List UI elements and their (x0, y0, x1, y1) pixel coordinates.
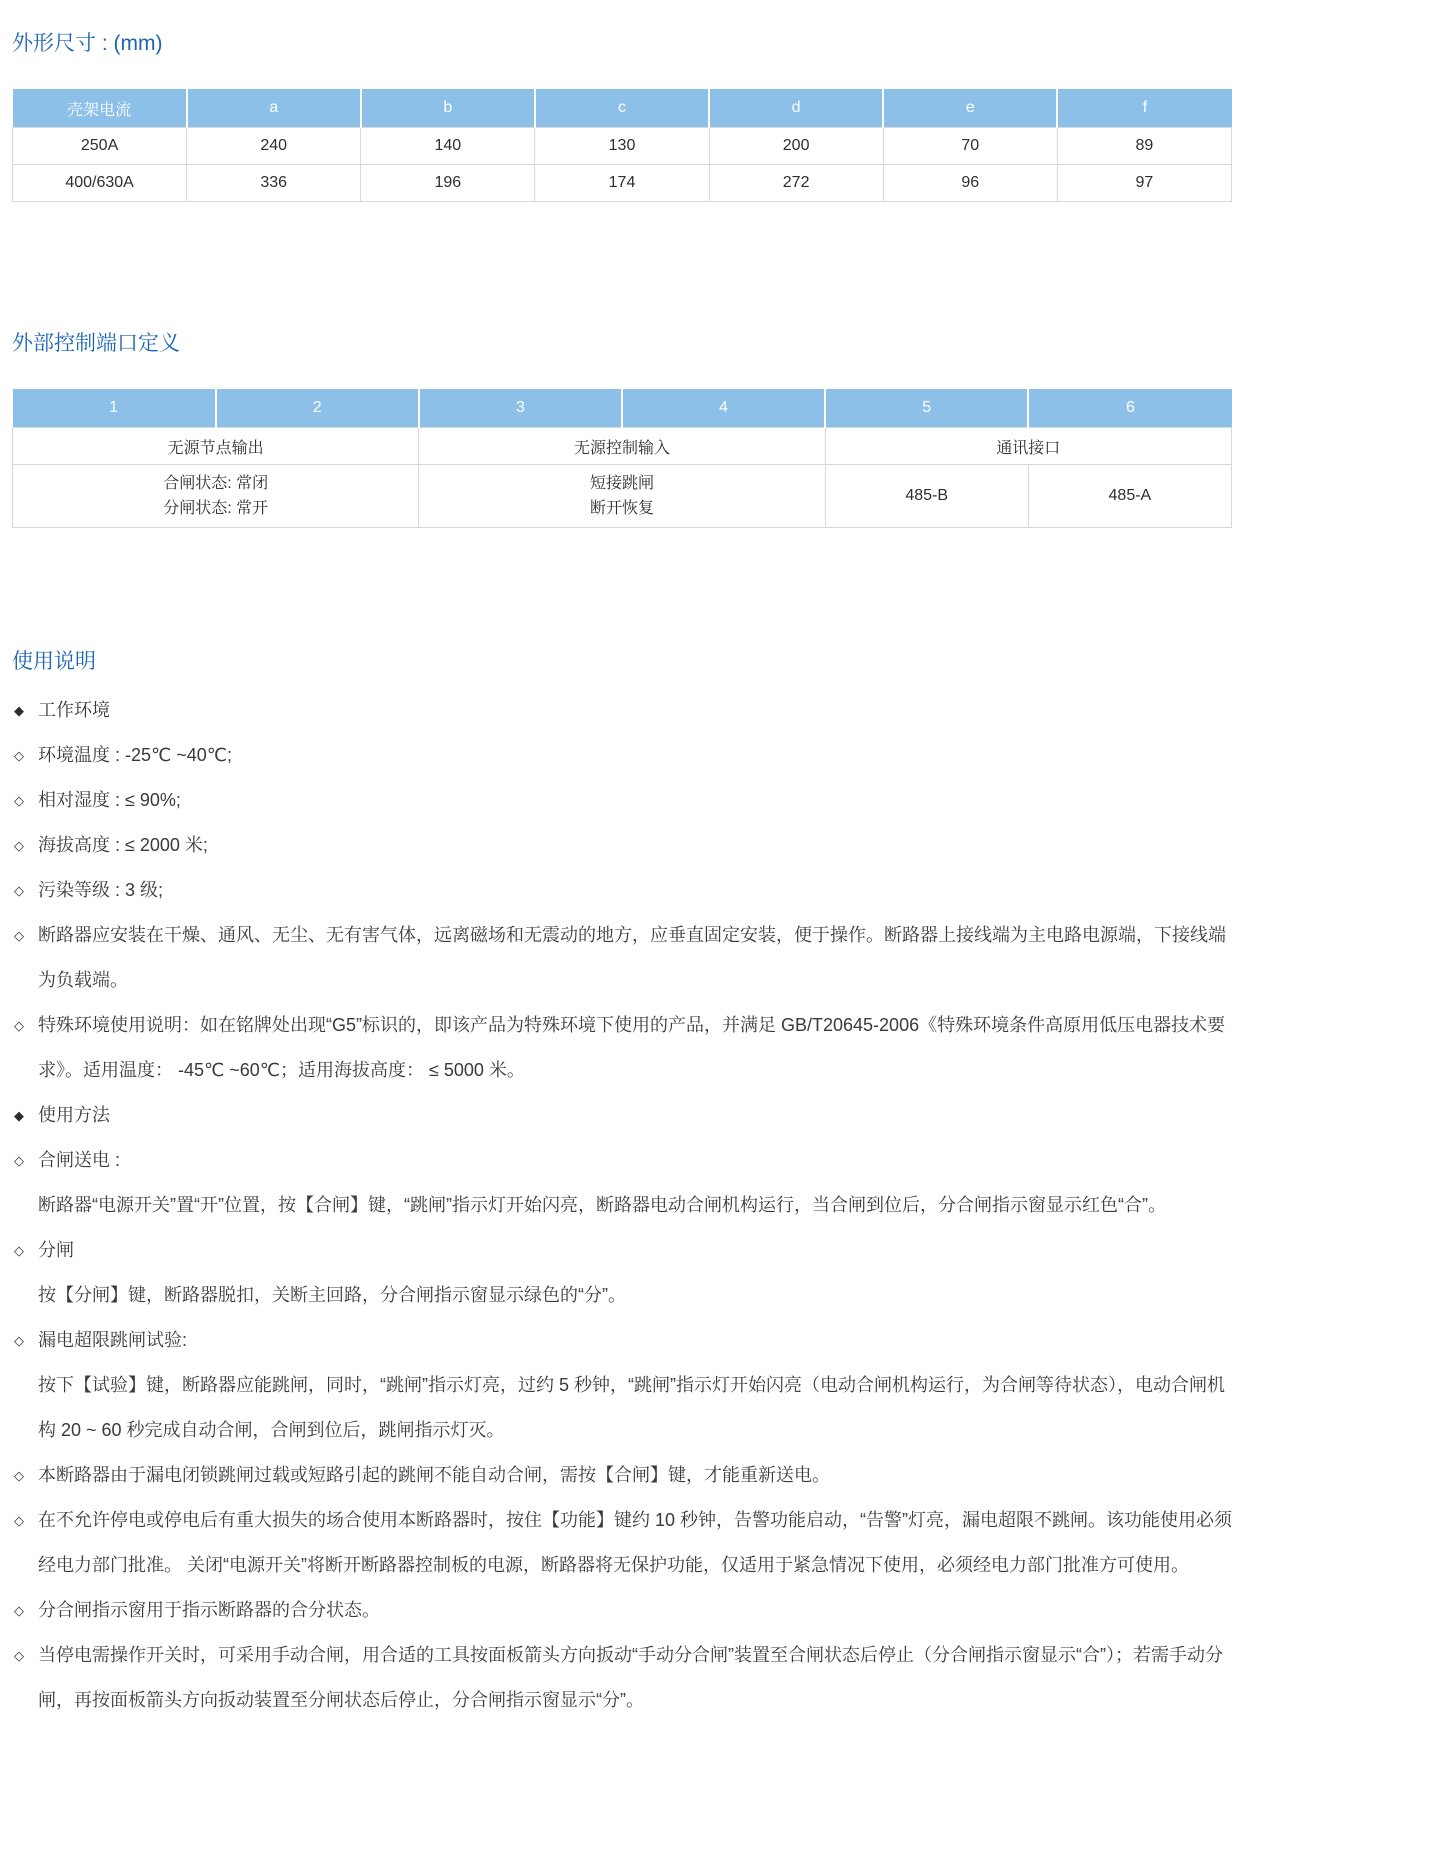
cell: 196 (361, 165, 535, 202)
dimensions-table (12, 89, 1232, 202)
usage-item (12, 1273, 1232, 1318)
group-cell-comm-port: 通讯接口 (825, 428, 1231, 465)
header-cell-1: 1 (13, 389, 216, 428)
item-text: 环境温度 : -25℃ ~40℃; (38, 745, 232, 765)
detail-cell-485-a: 485-A (1028, 465, 1231, 528)
cell: 200 (709, 128, 883, 165)
header-cell-5: 5 (825, 389, 1028, 428)
header-cell-f: f (1057, 89, 1231, 128)
table-row (13, 165, 1232, 202)
item-text: 按下【试验】键，断路器应能跳闸，同时，“跳闸”指示灯亮，过约 5 秒钟，“跳闸”指示灯开始闪亮（电动合闸机构运行，为合闸等待状态），电动合闸机构 20 ~ 60 秒完成自动合闸，合闸到位后，跳闸指示灯灭。 (38, 1375, 1225, 1440)
item-text: 当停电需操作开关时，可采用手动合闸，用合适的工具按面板箭头方向扳动“手动分合闸”装置至合闸状态后停止（分合闸指示窗显示“合”）；若需手动分闸，再按面板箭头方向扳动装置至分闸状态后停止，分合闸指示窗显示“分”。 (38, 1645, 1223, 1710)
cell: 130 (535, 128, 709, 165)
diamond-bullet-icon: ◇ (14, 1603, 24, 1618)
cell: 400/630A (13, 165, 187, 202)
detail-cell-485-b: 485-B (825, 465, 1028, 528)
item-text: 漏电超限跳闸试验: (38, 1330, 188, 1350)
item-text: 使用方法 (38, 1105, 110, 1125)
item-text: 断路器“电源开关”置“开”位置，按【合闸】键，“跳闸”指示灯开始闪亮，断路器电动合闸机构运行，当合闸到位后，分合闸指示窗显示红色“合”。 (38, 1195, 1166, 1215)
header-cell-b: b (361, 89, 535, 128)
detail-cell-input-actions (419, 465, 825, 528)
table-row (13, 428, 1232, 465)
cell: 96 (883, 165, 1057, 202)
header-cell-4: 4 (622, 389, 825, 428)
cell: 89 (1057, 128, 1231, 165)
usage-item (12, 1093, 1232, 1138)
section-title-usage: 使用说明 (12, 650, 96, 673)
table-row (13, 128, 1232, 165)
item-text: 工作环境 (38, 700, 110, 720)
usage-item (12, 778, 1232, 823)
usage-list (12, 688, 1232, 1723)
detail-cell-output-states (13, 465, 419, 528)
open-recover-text: 断开恢复 (589, 500, 654, 517)
usage-item (12, 1183, 1232, 1228)
item-text: 合闸送电 : (38, 1150, 121, 1170)
diamond-bullet-icon: ◇ (14, 1468, 24, 1483)
cell: 272 (709, 165, 883, 202)
group-cell-passive-input: 无源控制输入 (419, 428, 825, 465)
usage-item (12, 1633, 1232, 1723)
usage-item (12, 688, 1232, 733)
short-trip-text: 短接跳闸 (589, 475, 654, 492)
usage-item (12, 1138, 1232, 1183)
header-cell-3: 3 (419, 389, 622, 428)
item-text: 污染等级 : 3 级; (38, 880, 164, 900)
cell: 250A (13, 128, 187, 165)
diamond-bullet-icon: ◇ (14, 1243, 24, 1258)
cell: 336 (187, 165, 361, 202)
cell: 97 (1057, 165, 1231, 202)
diamond-bullet-icon: ◇ (14, 928, 24, 943)
usage-item (12, 1228, 1232, 1273)
diamond-bullet-icon: ◇ (14, 1648, 24, 1663)
diamond-bullet-icon: ◇ (14, 883, 24, 898)
usage-item (12, 733, 1232, 778)
usage-item (12, 868, 1232, 913)
usage-item (12, 913, 1232, 1003)
ports-table (12, 389, 1232, 528)
item-text: 在不允许停电或停电后有重大损失的场合使用本断路器时，按住【功能】键约 10 秒钟，告警功能启动，“告警”灯亮，漏电超限不跳闸。该功能使用必须经电力部门批准。 关闭“电源开关”将断开断路器控制板的电源，断路器将无保护功能，仅适用于紧急情况下使用，必须经电力部门批准方可使用。 (38, 1510, 1233, 1575)
header-cell-2: 2 (216, 389, 419, 428)
diamond-bullet-icon: ◆ (14, 1108, 24, 1123)
section-title-dimensions: 外形尺寸 : (mm) (12, 32, 163, 55)
usage-item (12, 1363, 1232, 1453)
header-cell-e: e (883, 89, 1057, 128)
item-text: 特殊环境使用说明：如在铭牌处出现“G5”标识的，即该产品为特殊环境下使用的产品，并满足 GB/T20645-2006《特殊环境条件高原用低压电器技术要求》。适用温度： -45℃ ~60℃；适用海拔高度： ≤ 5000 米。 (38, 1015, 1226, 1080)
diamond-bullet-icon: ◇ (14, 1513, 24, 1528)
header-cell-a: a (187, 89, 361, 128)
diamond-bullet-icon: ◇ (14, 793, 24, 808)
diamond-bullet-icon: ◇ (14, 838, 24, 853)
header-cell-c: c (535, 89, 709, 128)
cell: 240 (187, 128, 361, 165)
diamond-bullet-icon: ◇ (14, 748, 24, 763)
table-row (13, 465, 1232, 528)
cell: 70 (883, 128, 1057, 165)
usage-item (12, 1003, 1232, 1093)
section-title-ports: 外部控制端口定义 (12, 332, 180, 355)
usage-item (12, 1318, 1232, 1363)
diamond-bullet-icon: ◇ (14, 1153, 24, 1168)
diamond-bullet-icon: ◆ (14, 703, 24, 718)
cell: 174 (535, 165, 709, 202)
diamond-bullet-icon: ◇ (14, 1333, 24, 1348)
open-state-text: 分闸状态: 常开 (163, 500, 269, 517)
usage-item (12, 823, 1232, 868)
item-text: 按【分闸】键，断路器脱扣，关断主回路，分合闸指示窗显示绿色的“分”。 (38, 1285, 626, 1305)
header-cell-frame-current: 壳架电流 (13, 89, 187, 128)
dimensions-header-row (13, 89, 1232, 128)
diamond-bullet-icon: ◇ (14, 1018, 24, 1033)
item-text: 本断路器由于漏电闭锁跳闸过载或短路引起的跳闸不能自动合闸，需按【合闸】键，才能重新送电。 (38, 1465, 830, 1485)
cell: 140 (361, 128, 535, 165)
group-cell-passive-output: 无源节点输出 (13, 428, 419, 465)
usage-item (12, 1588, 1232, 1633)
usage-item (12, 1453, 1232, 1498)
ports-header-row (13, 389, 1232, 428)
item-text: 相对湿度 : ≤ 90%; (38, 790, 181, 810)
header-cell-6: 6 (1028, 389, 1231, 428)
header-cell-d: d (709, 89, 883, 128)
usage-item (12, 1498, 1232, 1588)
closed-state-text: 合闸状态: 常闭 (163, 475, 269, 492)
item-text: 海拔高度 : ≤ 2000 米; (38, 835, 208, 855)
item-text: 分闸 (38, 1240, 74, 1260)
item-text: 分合闸指示窗用于指示断路器的合分状态。 (38, 1600, 380, 1620)
item-text: 断路器应安装在干燥、通风、无尘、无有害气体，远离磁场和无震动的地方，应垂直固定安装，便于操作。断路器上接线端为主电路电源端，下接线端为负载端。 (38, 925, 1226, 990)
manual-page (12, 30, 1232, 1723)
